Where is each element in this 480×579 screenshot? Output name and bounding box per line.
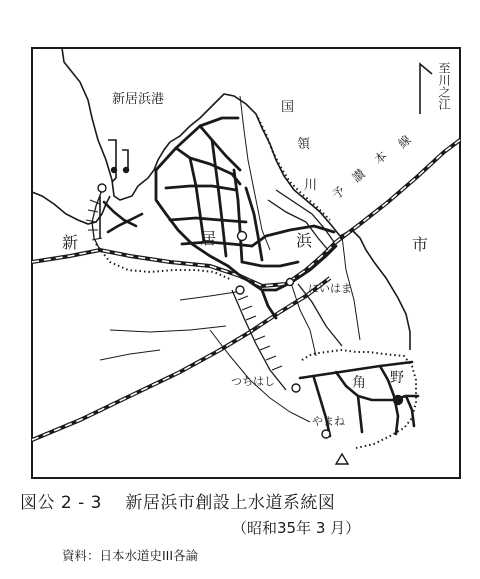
label-rail-char-4: 線 <box>395 132 414 151</box>
label-rail-char-3: 本 <box>371 148 390 167</box>
label-kokuryo-char-3: 川 <box>304 178 318 193</box>
label-city-char-i: 居 <box>200 229 217 248</box>
label-tsuchihashi: つちはし <box>231 375 275 388</box>
figure-caption-title: 図公 2 - 3 新居浜市創設上水道系統図 <box>20 493 336 513</box>
label-yamane: やまね <box>312 415 345 428</box>
label-kokuryo-char-2: 領 <box>297 137 311 152</box>
label-rail-char-1: 予 <box>329 183 348 202</box>
label-city-char-shi: 市 <box>412 235 429 254</box>
figure-caption-source: 資料：日本水道史III各論 <box>62 548 199 563</box>
label-niihama-station: にいはま <box>308 282 352 295</box>
label-rail-char-2: 讃 <box>349 166 368 185</box>
figure-caption-date: （昭和35年 3 月） <box>232 519 361 537</box>
coastline <box>32 48 410 350</box>
label-kokuryo-char-1: 国 <box>281 100 295 115</box>
label-sumino-char-1: 角 <box>352 375 366 391</box>
label-sumino-char-2: 野 <box>390 370 404 386</box>
water-mains-west <box>104 202 142 232</box>
label-niihama-port: 新居浜港 <box>112 92 165 107</box>
north-arrow <box>420 64 432 114</box>
label-city-char-hama: 浜 <box>296 231 313 250</box>
label-to-kawanoe: 至川之江 <box>437 62 451 110</box>
railway-lower-line <box>32 278 330 440</box>
label-city-char-shin: 新 <box>62 233 79 252</box>
